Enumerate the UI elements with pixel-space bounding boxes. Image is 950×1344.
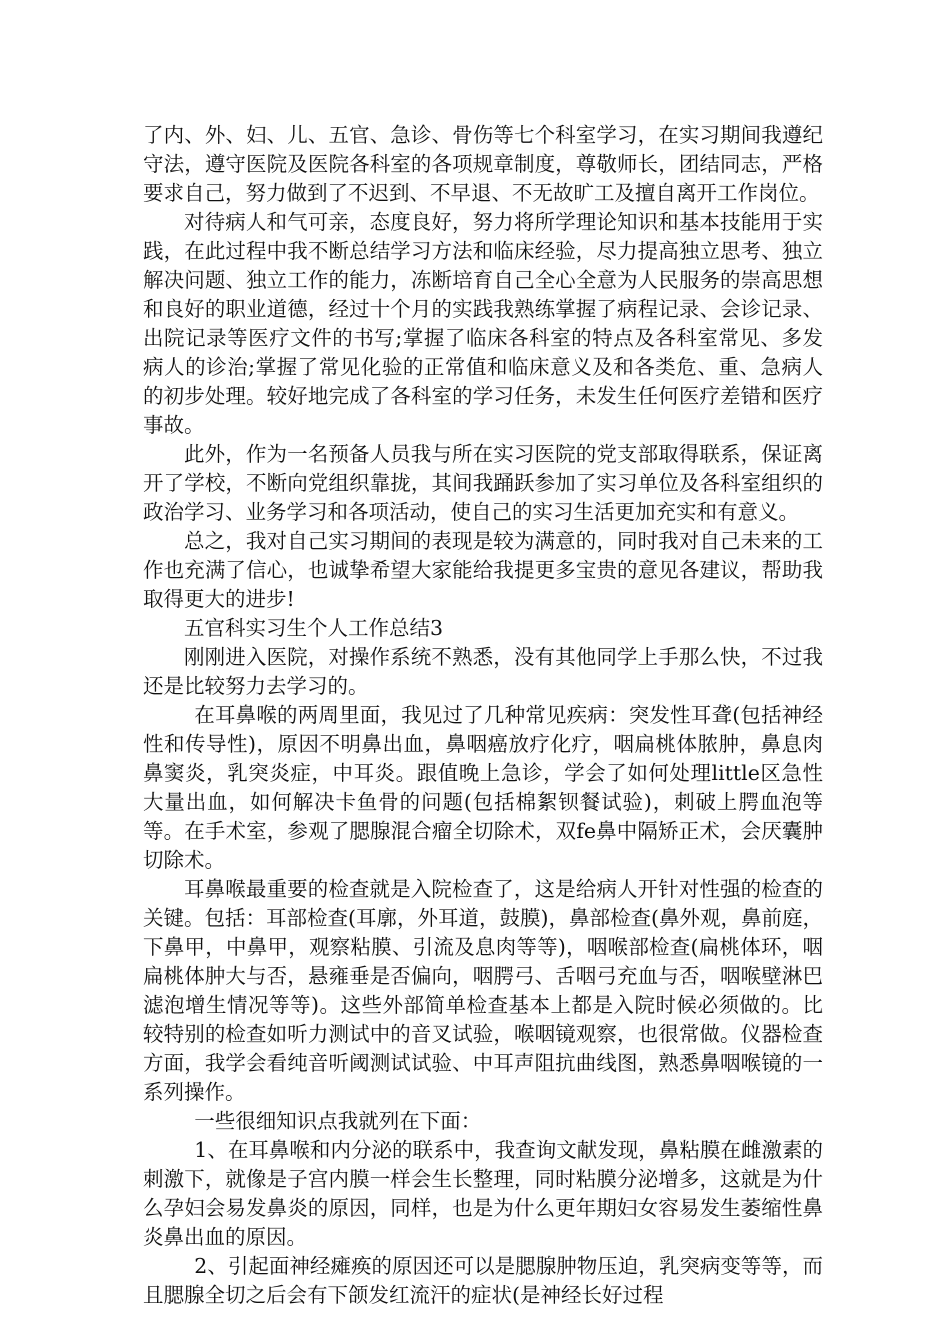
paragraph-ent-two-weeks: 在耳鼻喉的两周里面，我见过了几种常见疾病：突发性耳聋(包括神经性和传导性)，原因不明鼻出血，鼻咽癌放疗化疗，咽扁桃体脓肿，鼻息肉鼻窦炎，乳突炎症，中耳炎。跟值晚上急诊，学会了如何处理little区急性大量出血，如何解决卡鱼骨的问题(包括棉絮钡餐试验)，刺破上腭血泡等等。在手术室，参观了腮腺混合瘤全切除术，双fe鼻中隔矫正术，会厌囊肿切除术。 — [143, 703, 823, 872]
list-item-endocrine: 1、在耳鼻喉和内分泌的联系中，我查询文献发现，鼻粘膜在雌激素的刺激下，就像是子宫内膜一样会生长整理，同时粘膜分泌增多，这就是为什么孕妇会易发鼻炎的原因，同样，也是为什么更年期妇女容易发生萎缩性鼻炎鼻出血的原因。 — [143, 1138, 823, 1249]
document-page — [143, 121, 823, 1310]
section-heading: 五官科实习生个人工作总结3 — [184, 616, 444, 640]
paragraph-internship-discipline: 了内、外、妇、儿、五官、急诊、骨伤等七个科室学习，在实习期间我遵纪守法，遵守医院及医院各科室的各项规章制度，尊敬师长，团结同志，严格要求自己，努力做到了不迟到、不早退、不无故旷工及擅自离开工作岗位。 — [143, 123, 823, 205]
paragraph-knowledge-points-intro: 一些很细知识点我就列在下面： — [194, 1109, 482, 1133]
paragraph-party-activities: 此外，作为一名预备人员我与所在实习医院的党支部取得联系，保证离开了学校，不断向党组织靠拢，其间我踊跃参加了实习单位及各科室组织的政治学习、业务学习和各项活动，使自己的实习生活更加充实和有意义。 — [143, 442, 823, 524]
paragraph-conclusion: 总之，我对自己实习期间的表现是较为满意的，同时我对自己未来的工作也充满了信心，也诚挚希望大家能给我提更多宝贵的意见各建议，帮助我取得更大的进步! — [143, 529, 823, 611]
paragraph-entering-hospital: 刚刚进入医院，对操作系统不熟悉，没有其他同学上手那么快，不过我还是比较努力去学习的。 — [143, 645, 823, 698]
paragraph-ent-admission-exam: 耳鼻喉最重要的检查就是入院检查了，这是给病人开针对性强的检查的关键。包括：耳部检查(耳廓，外耳道，鼓膜)，鼻部检查(鼻外观，鼻前庭，下鼻甲，中鼻甲，观察粘膜、引流及息肉等等)，咽喉部检查(扁桃体环，咽扁桃体肿大与否，悬雍垂是否偏向，咽腭弓、舌咽弓充血与否，咽喉壁淋巴滤泡增生情况等等)。这些外部简单检查基本上都是入院时候必须做的。比较特别的检查如听力测试中的音叉试验，喉咽镜观察，也很常做。仪器检查方面，我学会看纯音听阈测试试验、中耳声阻抗曲线图，熟悉鼻咽喉镜的一系列操作。 — [143, 877, 823, 1104]
paragraph-patient-care: 对待病人和气可亲，态度良好，努力将所学理论知识和基本技能用于实践，在此过程中我不断总结学习方法和临床经验，尽力提高独立思考、独立解决问题、独立工作的能力，冻断培育自己全心全意为人民服务的崇高思想和良好的职业道德，经过十个月的实践我熟练掌握了病程记录、会诊记录、出院记录等医疗文件的书写;掌握了临床各科室的特点及各科室常见、多发病人的诊治;掌握了常见化验的正常值和临床意义及和各类危、重、急病人的初步处理。较好地完成了各科室的学习任务，未发生任何医疗差错和医疗事故。 — [143, 210, 823, 437]
list-item-facial-nerve: 2、引起面神经瘫痪的原因还可以是腮腺肿物压迫，乳突病变等等，而且腮腺全切之后会有下颌发红流汗的症状(是神经长好过程 — [143, 1254, 823, 1307]
